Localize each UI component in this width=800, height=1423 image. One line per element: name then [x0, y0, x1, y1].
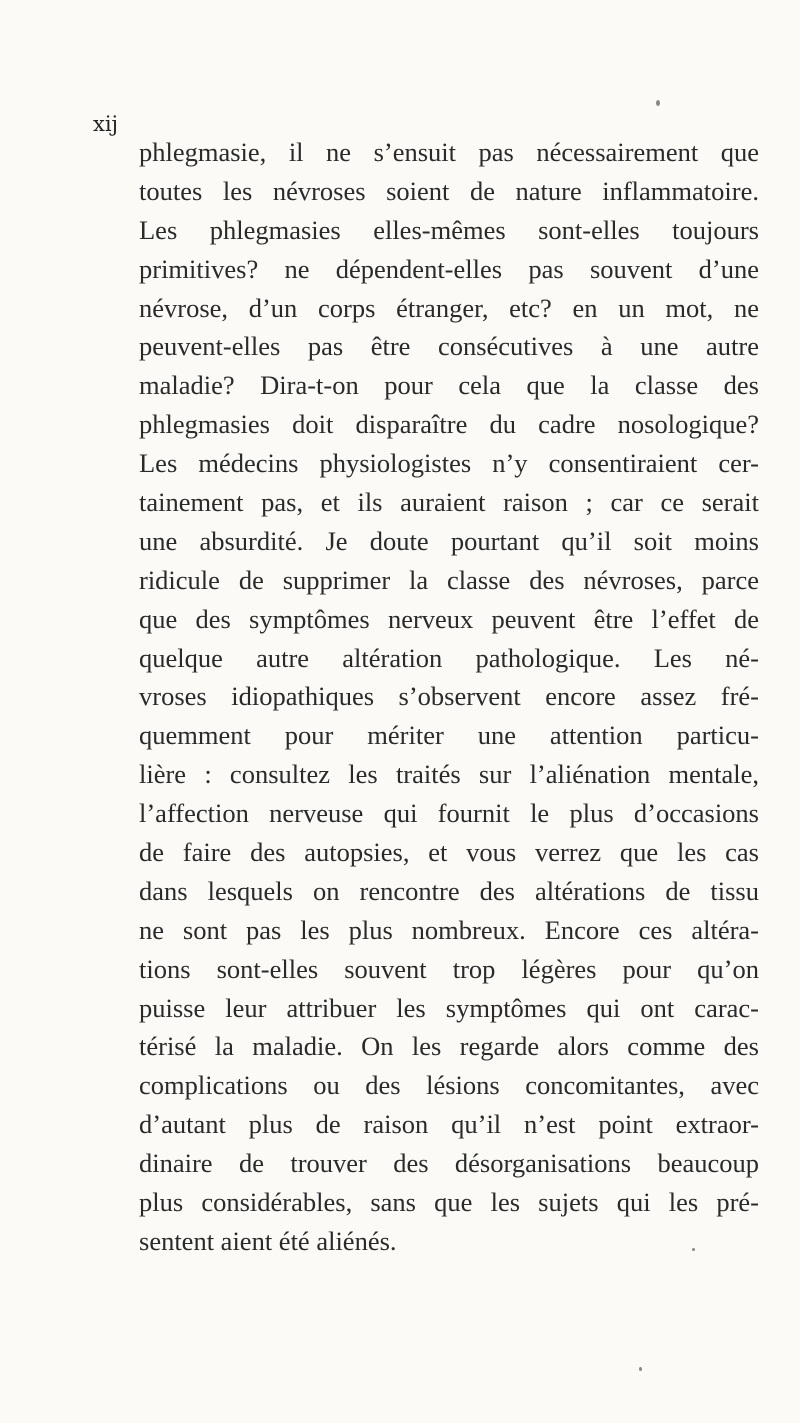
text-line: Les phlegmasies elles-mêmes sont-elles toujours	[139, 214, 759, 245]
text-line: lière : consultez les traités sur l’aliénation mentale,	[139, 759, 759, 790]
page-body-text	[139, 133, 759, 1261]
text-line: dinaire de trouver des désorganisations beaucoup	[139, 1148, 759, 1179]
text-line: phlegmasies doit disparaître du cadre nosologique?	[139, 409, 759, 440]
text-line: ridicule de supprimer la classe des névroses, parce	[139, 564, 759, 595]
ink-speck	[639, 1367, 642, 1371]
text-line: quemment pour mériter une attention particu-	[139, 720, 759, 751]
text-line: dans lesquels on rencontre des altérations de tissu	[139, 875, 759, 906]
text-line: tions sont-elles souvent trop légères pour qu’on	[139, 953, 759, 984]
text-line: sentent aient été aliénés.	[139, 1225, 397, 1256]
text-line: névrose, d’un corps étranger, etc? en un mot, ne	[139, 292, 759, 323]
text-line: plus considérables, sans que les sujets qui les pré-	[139, 1187, 759, 1218]
text-line: térisé la maladie. On les regarde alors comme des	[139, 1031, 759, 1062]
text-line: primitives? ne dépendent-elles pas souvent d’une	[139, 253, 759, 284]
text-line: ne sont pas les plus nombreux. Encore ces altéra-	[139, 914, 759, 945]
text-line: phlegmasie, il ne s’ensuit pas nécessairement que	[139, 137, 759, 167]
ink-speck	[656, 100, 660, 106]
text-line: vroses idiopathiques s’observent encore assez fré-	[139, 681, 759, 712]
text-line: Les médecins physiologistes n’y consentiraient cer-	[139, 448, 759, 479]
text-line: l’affection nerveuse qui fournit le plus d’occasions	[139, 798, 759, 829]
text-line: de faire des autopsies, et vous verrez que les cas	[139, 837, 759, 868]
text-line: toutes les névroses soient de nature inflammatoire.	[139, 175, 759, 206]
text-line: d’autant plus de raison qu’il n’est point extraor-	[139, 1109, 759, 1140]
text-line: puisse leur attribuer les symptômes qui ont carac-	[139, 992, 759, 1023]
text-line: complications ou des lésions concomitantes, avec	[139, 1070, 759, 1101]
text-line: une absurdité. Je doute pourtant qu’il soit moins	[139, 525, 759, 556]
text-line: tainement pas, et ils auraient raison ; car ce serait	[139, 487, 759, 518]
text-line: quelque autre altération pathologique. Les né-	[139, 642, 759, 673]
text-line: maladie? Dira-t-on pour cela que la classe des	[139, 370, 759, 401]
text-line: peuvent-elles pas être consécutives à une autre	[139, 331, 759, 362]
ink-speck	[692, 1248, 695, 1251]
text-line: que des symptômes nerveux peuvent être l’effet de	[139, 603, 759, 634]
page-number: xij	[93, 112, 119, 136]
